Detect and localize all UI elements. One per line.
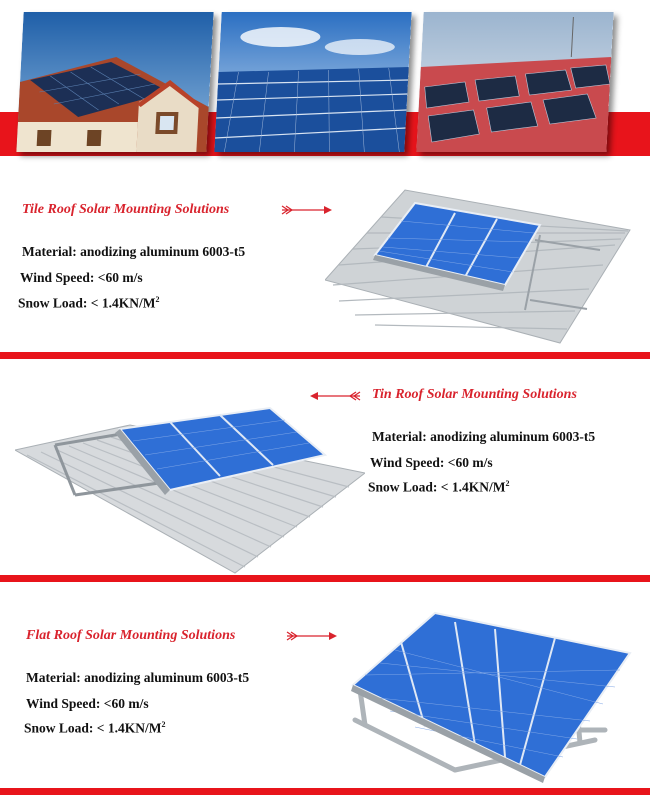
- snow-load-superscript: 2: [161, 720, 166, 729]
- snow-load-text: Snow Load: < 1.4KN/M: [24, 720, 162, 736]
- snow-load-spec: [18, 295, 159, 312]
- arrow-right-icon: [285, 630, 337, 642]
- red-roof-panels-photo: [416, 12, 613, 152]
- section-divider: [0, 352, 650, 359]
- tin-roof-mounting-illustration: [15, 405, 365, 575]
- section-title-tile-roof: Tile Roof Solar Mounting Solutions: [22, 202, 230, 217]
- tile-roof-mounting-illustration: [325, 185, 635, 345]
- snow-load-text: Snow Load: < 1.4KN/M: [18, 295, 156, 311]
- snow-load-text: Snow Load: < 1.4KN/M: [368, 479, 506, 495]
- wind-speed-spec: Wind Speed: <60 m/s: [20, 270, 143, 285]
- section-title-flat-roof: Flat Roof Solar Mounting Solutions: [26, 628, 236, 643]
- arrow-left-icon: [310, 390, 362, 402]
- hero-banner: [0, 0, 650, 165]
- house-roof-photo: [16, 12, 213, 152]
- section-title-tin-roof: Tin Roof Solar Mounting Solutions: [372, 387, 577, 402]
- wind-speed-spec: Wind Speed: <60 m/s: [370, 455, 493, 470]
- snow-load-superscript: 2: [155, 295, 160, 304]
- wind-speed-spec: Wind Speed: <60 m/s: [26, 696, 149, 711]
- snow-load-spec: [24, 720, 165, 737]
- material-spec: Material: anodizing aluminum 6003-t5: [372, 429, 596, 444]
- section-divider: [0, 788, 650, 795]
- material-spec: Material: anodizing aluminum 6003-t5: [22, 244, 246, 259]
- snow-load-spec: [368, 479, 509, 496]
- snow-load-superscript: 2: [505, 479, 510, 488]
- solar-field-photo: [214, 12, 411, 152]
- section-divider: [0, 575, 650, 582]
- flat-roof-mounting-illustration: [345, 605, 645, 785]
- material-spec: Material: anodizing aluminum 6003-t5: [26, 670, 250, 685]
